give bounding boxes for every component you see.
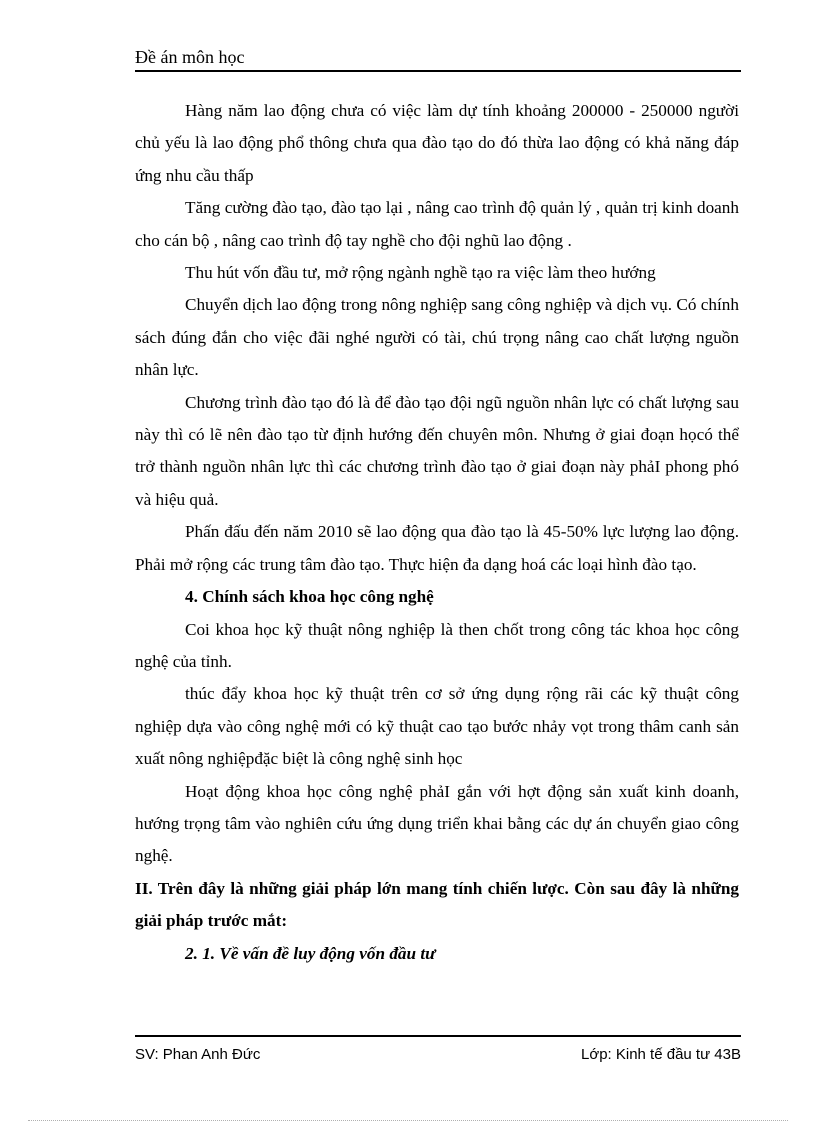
section-heading-4: 4. Chính sách khoa học công nghệ: [185, 587, 434, 607]
footer-student: SV: Phan Anh Đức: [135, 1046, 261, 1063]
page-edge-divider: [28, 1120, 788, 1121]
paragraph: Chương trình đào tạo đó là để đào tạo đội ngũ nguồn nhân lực có chất lượng sau này thì có lẽ nên đào tạo từ định hướng đến chuyên môn. Nhưng ở giai đoạn họcó thể trở thành nguồn nhân lực thì các chương trình đào tạo ở giai đoạn này phảI phong phó và hiệu quả.: [135, 392, 739, 509]
section-heading-ii: II. Trên đây là những giải pháp lớn mang tính chiến lược. Còn sau đây là những giải pháp trước mắt:: [135, 878, 739, 931]
paragraph: Hoạt động khoa học công nghệ phảI gắn với hợt động sản xuất kinh doanh, hướng trọng tâm vào nghiên cứu ứng dụng triển khai bằng các dự án chuyển giao công nghệ.: [135, 781, 739, 866]
paragraph: Coi khoa học kỹ thuật nông nghiệp là then chốt trong công tác khoa học công nghệ của tỉnh.: [135, 619, 739, 671]
paragraph: Tăng cường đào tạo, đào tạo lại , nâng cao trình độ quản lý , quản trị kinh doanh cho cán bộ , nâng cao trình độ tay nghề cho đội nghũ lao động .: [135, 198, 739, 250]
paragraph: Hàng năm lao động chưa có việc làm dự tính khoảng 200000 - 250000 người chủ yếu là lao động phổ thông chưa qua đào tạo do đó thừa lao động có khả năng đáp ứng nhu cầu thấp: [135, 101, 739, 185]
footer-class: Lớp: Kinh tế đầu tư 43B: [581, 1046, 741, 1063]
paragraph: Phấn đấu đến năm 2010 sẽ lao động qua đào tạo là 45-50% lực lượng lao động. Phải mở rộng các trung tâm đào tạo. Thực hiện đa dạng hoá các loại hình đào tạo.: [135, 522, 739, 574]
page-footer: [135, 1035, 741, 1077]
page-header: [135, 46, 741, 72]
paragraph: Chuyển dịch lao động trong nông nghiệp sang công nghiệp và dịch vụ. Có chính sách đúng đắn cho việc đãi nghé người có tài, chú trọng nâng cao chất lượng nguồn nhân lực.: [135, 295, 739, 380]
subsection-heading-2-1: 2. 1. Về vấn đề luy động vốn đầu tư: [185, 943, 436, 963]
paragraph: Thu hút vốn đầu tư, mở rộng ngành nghề tạo ra việc làm theo hướng: [185, 263, 656, 283]
paragraph: thúc đẩy khoa học kỹ thuật trên cơ sở ứng dụng rộng rãi các kỹ thuật công nghiệp dựa vào công nghệ mới có kỹ thuật cao tạo bước nhảy vọt trong thâm canh sản xuất nông nghiệpđặc biệt là công nghệ sinh học: [135, 684, 739, 769]
header-title: Đề án môn học: [135, 47, 245, 67]
document-body: [135, 95, 739, 970]
